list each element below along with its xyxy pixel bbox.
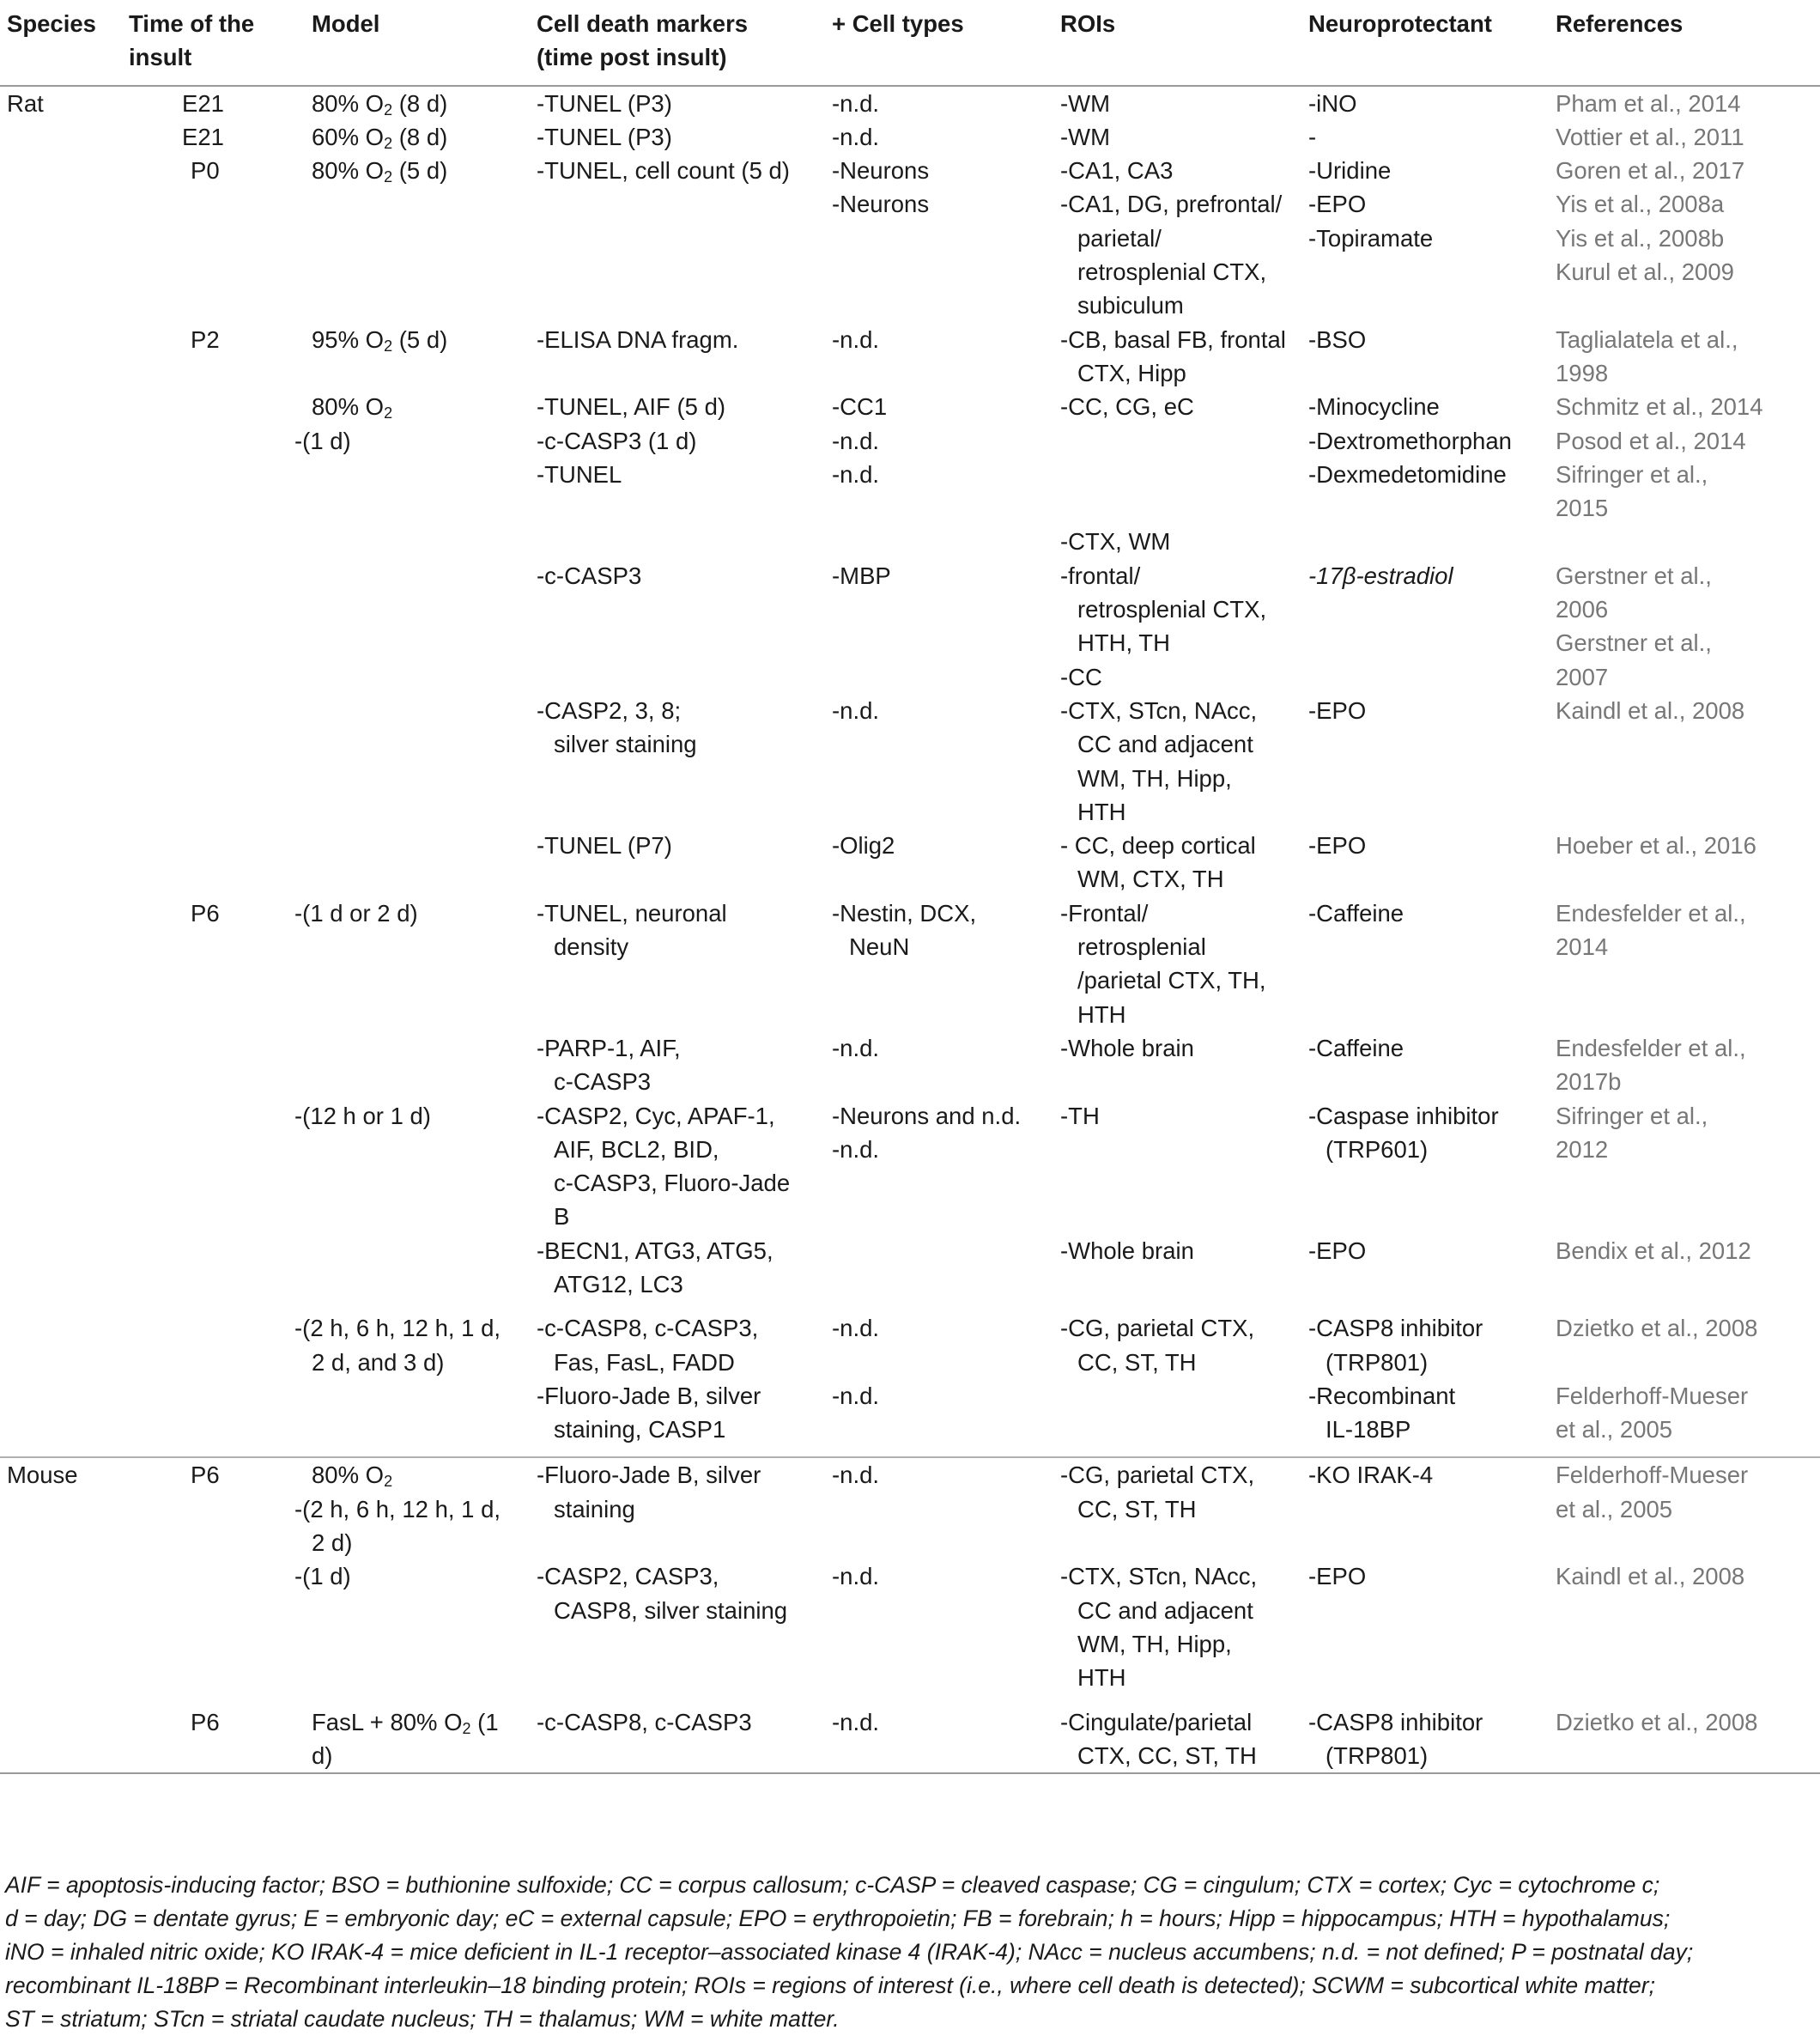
- roi-cell: -CG, parietal CTX, CC, ST, TH: [1060, 1315, 1255, 1376]
- reference-cell: Felderhoff-Mueser et al., 2005: [1552, 1457, 1820, 1559]
- reference-cell: Taglialatela et al., 1998: [1556, 325, 1738, 386]
- table-row: [0, 1457, 1820, 1559]
- marker-cell: -PARP-1, AIF, c-CASP3: [537, 1034, 681, 1096]
- celltype-cell: -n.d.: [832, 89, 880, 117]
- marker-cell: -ELISA DNA fragm.: [537, 325, 739, 353]
- neuro-cell: -EPO: [1308, 1563, 1367, 1590]
- model-cell: -(1 d): [294, 1563, 351, 1590]
- celltype-cell: -CC1 -n.d. -n.d.: [832, 393, 888, 488]
- roi-cell: -Frontal/ retrosplenial /parietal CTX, TH, HTH: [1060, 899, 1266, 1028]
- neuro-cell: -Uridine -EPO -Topiramate: [1308, 157, 1434, 252]
- celltype-cell: -Neurons -Neurons: [832, 157, 930, 218]
- reference-cell: Endesfelder et al., 2017b: [1556, 1034, 1746, 1096]
- marker-cell: -TUNEL, AIF (5 d) -c-CASP3 (1 d) -TUNEL: [537, 393, 726, 488]
- table-row: [0, 829, 1820, 896]
- neuro-cell: -Recombinant IL-18BP: [1308, 1382, 1456, 1443]
- reference-cell: Dzietko et al., 2008: [1552, 1695, 1820, 1774]
- neuro-cell: -Caffeine: [1308, 899, 1404, 927]
- table-row: [0, 154, 1820, 322]
- time-cell: E21: [182, 89, 224, 117]
- celltype-cell: -n.d.: [832, 325, 880, 353]
- time-cell: P0: [191, 157, 220, 185]
- neuro-cell: -17β-estradiol: [1308, 562, 1453, 589]
- neuro-cell: -Caffeine: [1308, 1034, 1404, 1061]
- data-table: [0, 7, 1820, 1774]
- marker-cell: -CASP2, CASP3, CASP8, silver staining: [537, 1563, 788, 1624]
- celltype-cell: -n.d.: [832, 1034, 880, 1061]
- marker-cell: -CASP2, 3, 8; silver staining: [537, 696, 697, 758]
- neuro-cell: -CASP8 inhibitor (TRP801): [1308, 1315, 1483, 1376]
- celltype-cell: -n.d.: [832, 123, 880, 150]
- header-time: Time of the insult: [129, 7, 300, 86]
- neuro-cell: -iNO: [1308, 89, 1357, 117]
- table-footnote: AIF = apoptosis-inducing factor; BSO = buthionine sulfoxide; CC = corpus callosum; c-CASP = cleaved caspase; CG = cingulum; CTX = cortex; Cyc = cytochrome c; d = day; DG = dentate gyrus; E = embryonic day; eC = external capsule; EPO = erythropoietin; FB = forebrain; h = hours; Hipp = hippocampus; HTH = hypothalamus; iNO = inhaled nitric oxide; KO IRAK-4 = mice deficient in IL-1 receptor–associated kinase 4 (IRAK-4); NAcc = nucleus accumbens; n.d. = not defined; P = postnatal day; recombinant IL-18BP = Recombinant interleukin–18 binding protein; ROIs = regions of interest (i.e., where cell death is detected); SCWM = subcortical white matter; ST = striatum; STcn = striatal caudate nucleus; TH = thalamus; WM = white matter.: [5, 1872, 1694, 2032]
- roi-cell: -WM: [1060, 89, 1111, 117]
- species-cell: Mouse: [0, 1457, 129, 1559]
- neuro-cell: -EPO: [1308, 696, 1367, 724]
- roi-cell: -Cingulate/parietal CTX, CC, ST, TH: [1048, 1695, 1308, 1774]
- reference-cell: Kaindl et al., 2008: [1556, 1563, 1745, 1590]
- neuro-cell: -Minocycline -Dextromethorphan -Dexmedetomidine: [1308, 393, 1512, 488]
- marker-cell: -c-CASP8, c-CASP3: [531, 1695, 823, 1774]
- roi-cell: - CC, deep cortical WM, CTX, TH: [1060, 832, 1256, 893]
- table-row: [0, 1559, 1820, 1694]
- table-row: [0, 1301, 1820, 1379]
- roi-cell: -CC, CG, eC: [1060, 393, 1194, 421]
- roi-cell: -TH: [1060, 1102, 1100, 1129]
- reference-cell: Endesfelder et al., 2014: [1556, 899, 1746, 961]
- roi-cell: -Whole brain: [1060, 1034, 1194, 1061]
- celltype-cell: -n.d.: [823, 1457, 1048, 1559]
- model-cell: 80% $O_2$ -(1 d): [294, 393, 393, 454]
- celltype-cell: -n.d.: [832, 696, 880, 724]
- neuro-cell: -KO IRAK-4: [1308, 1457, 1552, 1559]
- model-cell: 80% $O_2$ (5 d): [312, 157, 448, 186]
- celltype-cell: -Neurons and n.d. -n.d.: [832, 1102, 1022, 1163]
- reference-cell: Felderhoff-Mueser et al., 2005: [1556, 1382, 1749, 1443]
- header-cell-death-markers: Cell death markers (time post insult): [531, 7, 823, 86]
- time-cell: E21: [182, 123, 224, 150]
- marker-cell: -TUNEL (P7): [537, 832, 672, 860]
- table-row: [0, 1379, 1820, 1458]
- table-body: [0, 86, 1820, 1774]
- neuro-cell: -EPO: [1308, 832, 1367, 860]
- table-row: [0, 896, 1820, 1031]
- species-cell: Rat: [7, 89, 44, 117]
- celltype-cell: -MBP: [832, 562, 891, 589]
- reference-cell: Vottier et al., 2011: [1556, 123, 1744, 150]
- table-row: [0, 1099, 1820, 1234]
- table-row: [0, 390, 1820, 525]
- marker-cell: -TUNEL (P3): [537, 89, 672, 117]
- marker-cell: -TUNEL, cell count (5 d): [537, 157, 790, 185]
- table-row: [0, 1234, 1820, 1302]
- marker-cell: -c-CASP8, c-CASP3, Fas, FasL, FADD: [537, 1315, 759, 1376]
- reference-cell: Sifringer et al., 2012: [1556, 1102, 1708, 1163]
- time-cell: P6: [129, 1457, 300, 1559]
- header-model: Model: [300, 7, 531, 86]
- table-row: [0, 120, 1820, 154]
- table-header: [0, 7, 1820, 86]
- neuro-cell: -CASP8 inhibitor (TRP801): [1308, 1695, 1552, 1774]
- model-cell: -(2 h, 6 h, 12 h, 1 d, 2 d, and 3 d): [294, 1315, 501, 1376]
- table-row: [0, 694, 1820, 829]
- neuro-cell: -EPO: [1308, 1237, 1367, 1264]
- celltype-cell: -n.d.: [823, 1695, 1048, 1774]
- celltype-cell: -Olig2: [832, 832, 895, 860]
- marker-cell: -BECN1, ATG3, ATG5, ATG12, LC3: [537, 1237, 774, 1298]
- roi-cell: -Whole brain: [1060, 1237, 1194, 1264]
- header-cell-types: + Cell types: [823, 7, 1048, 86]
- roi-cell: -CG, parietal CTX, CC, ST, TH: [1048, 1457, 1308, 1559]
- model-cell: -(1 d or 2 d): [294, 899, 418, 927]
- roi-cell: -CA1, CA3 -CA1, DG, prefrontal/ parietal/ retrosplenial CTX, subiculum: [1060, 157, 1283, 319]
- roi-cell: -CTX, WM -frontal/ retrosplenial CTX, HTH, TH -CC: [1060, 528, 1267, 690]
- header-rois: ROIs: [1048, 7, 1308, 86]
- time-cell: P6: [129, 1695, 300, 1774]
- model-cell: -(12 h or 1 d): [294, 1102, 431, 1129]
- roi-cell: -CB, basal FB, frontal CTX, Hipp: [1060, 325, 1286, 386]
- celltype-cell: -Nestin, DCX, NeuN: [832, 899, 977, 961]
- time-cell: P6: [191, 899, 220, 927]
- neuro-cell: -: [1308, 123, 1317, 150]
- celltype-cell: -n.d.: [832, 1315, 880, 1342]
- neuro-cell: -Caspase inhibitor (TRP601): [1308, 1102, 1499, 1163]
- reference-cell: Kaindl et al., 2008: [1556, 696, 1745, 724]
- reference-cell: Dzietko et al., 2008: [1556, 1315, 1758, 1342]
- marker-cell: -Fluoro-Jade B, silver staining, CASP1: [537, 1382, 761, 1443]
- reference-cell: Bendix et al., 2012: [1556, 1237, 1751, 1264]
- celltype-cell: -n.d.: [832, 1563, 880, 1590]
- table-row: [0, 525, 1820, 693]
- roi-cell: -CTX, STcn, NAcc, CC and adjacent WM, TH, Hipp, HTH: [1060, 696, 1258, 825]
- model-cell: 60% $O_2$ (8 d): [312, 123, 448, 152]
- table-row: [0, 1031, 1820, 1099]
- neuro-cell: -BSO: [1308, 325, 1367, 353]
- time-cell: P2: [191, 325, 220, 353]
- table-row: [0, 86, 1820, 120]
- reference-cell: Goren et al., 2017 Yis et al., 2008a Yis et al., 2008b Kurul et al., 2009: [1556, 157, 1745, 286]
- marker-cell: -TUNEL (P3): [537, 123, 672, 150]
- header-species: Species: [0, 7, 129, 86]
- reference-cell: Gerstner et al., 2006 Gerstner et al., 2007: [1556, 562, 1712, 690]
- model-cell: 95% $O_2$ (5 d): [312, 325, 448, 355]
- marker-cell: -CASP2, Cyc, APAF-1, AIF, BCL2, BID, c-CASP3, Fluoro-Jade B: [537, 1102, 791, 1231]
- marker-cell: -Fluoro-Jade B, silver staining: [531, 1457, 823, 1559]
- reference-cell: Pham et al., 2014: [1556, 89, 1741, 117]
- marker-cell: -c-CASP3: [537, 562, 642, 589]
- reference-cell: Schmitz et al., 2014 Posod et al., 2014 Sifringer et al., 2015: [1556, 393, 1763, 522]
- header-neuroprotectant: Neuroprotectant: [1308, 7, 1552, 86]
- model-cell: 80% $O_2$ -(2 h, 6 h, 12 h, 1 d, 2 d): [300, 1457, 531, 1559]
- roi-cell: -WM: [1060, 123, 1111, 150]
- header-references: References: [1552, 7, 1820, 86]
- model-cell: FasL + 80% $O_2$ (1 d): [300, 1695, 531, 1774]
- marker-cell: -TUNEL, neuronal density: [537, 899, 727, 961]
- table-row: [0, 323, 1820, 391]
- roi-cell: -CTX, STcn, NAcc, CC and adjacent WM, TH, Hipp, HTH: [1060, 1563, 1258, 1692]
- model-cell: 80% $O_2$ (8 d): [312, 89, 448, 119]
- celltype-cell: -n.d.: [832, 1382, 880, 1409]
- table-row: [0, 1695, 1820, 1774]
- reference-cell: Hoeber et al., 2016: [1556, 832, 1756, 860]
